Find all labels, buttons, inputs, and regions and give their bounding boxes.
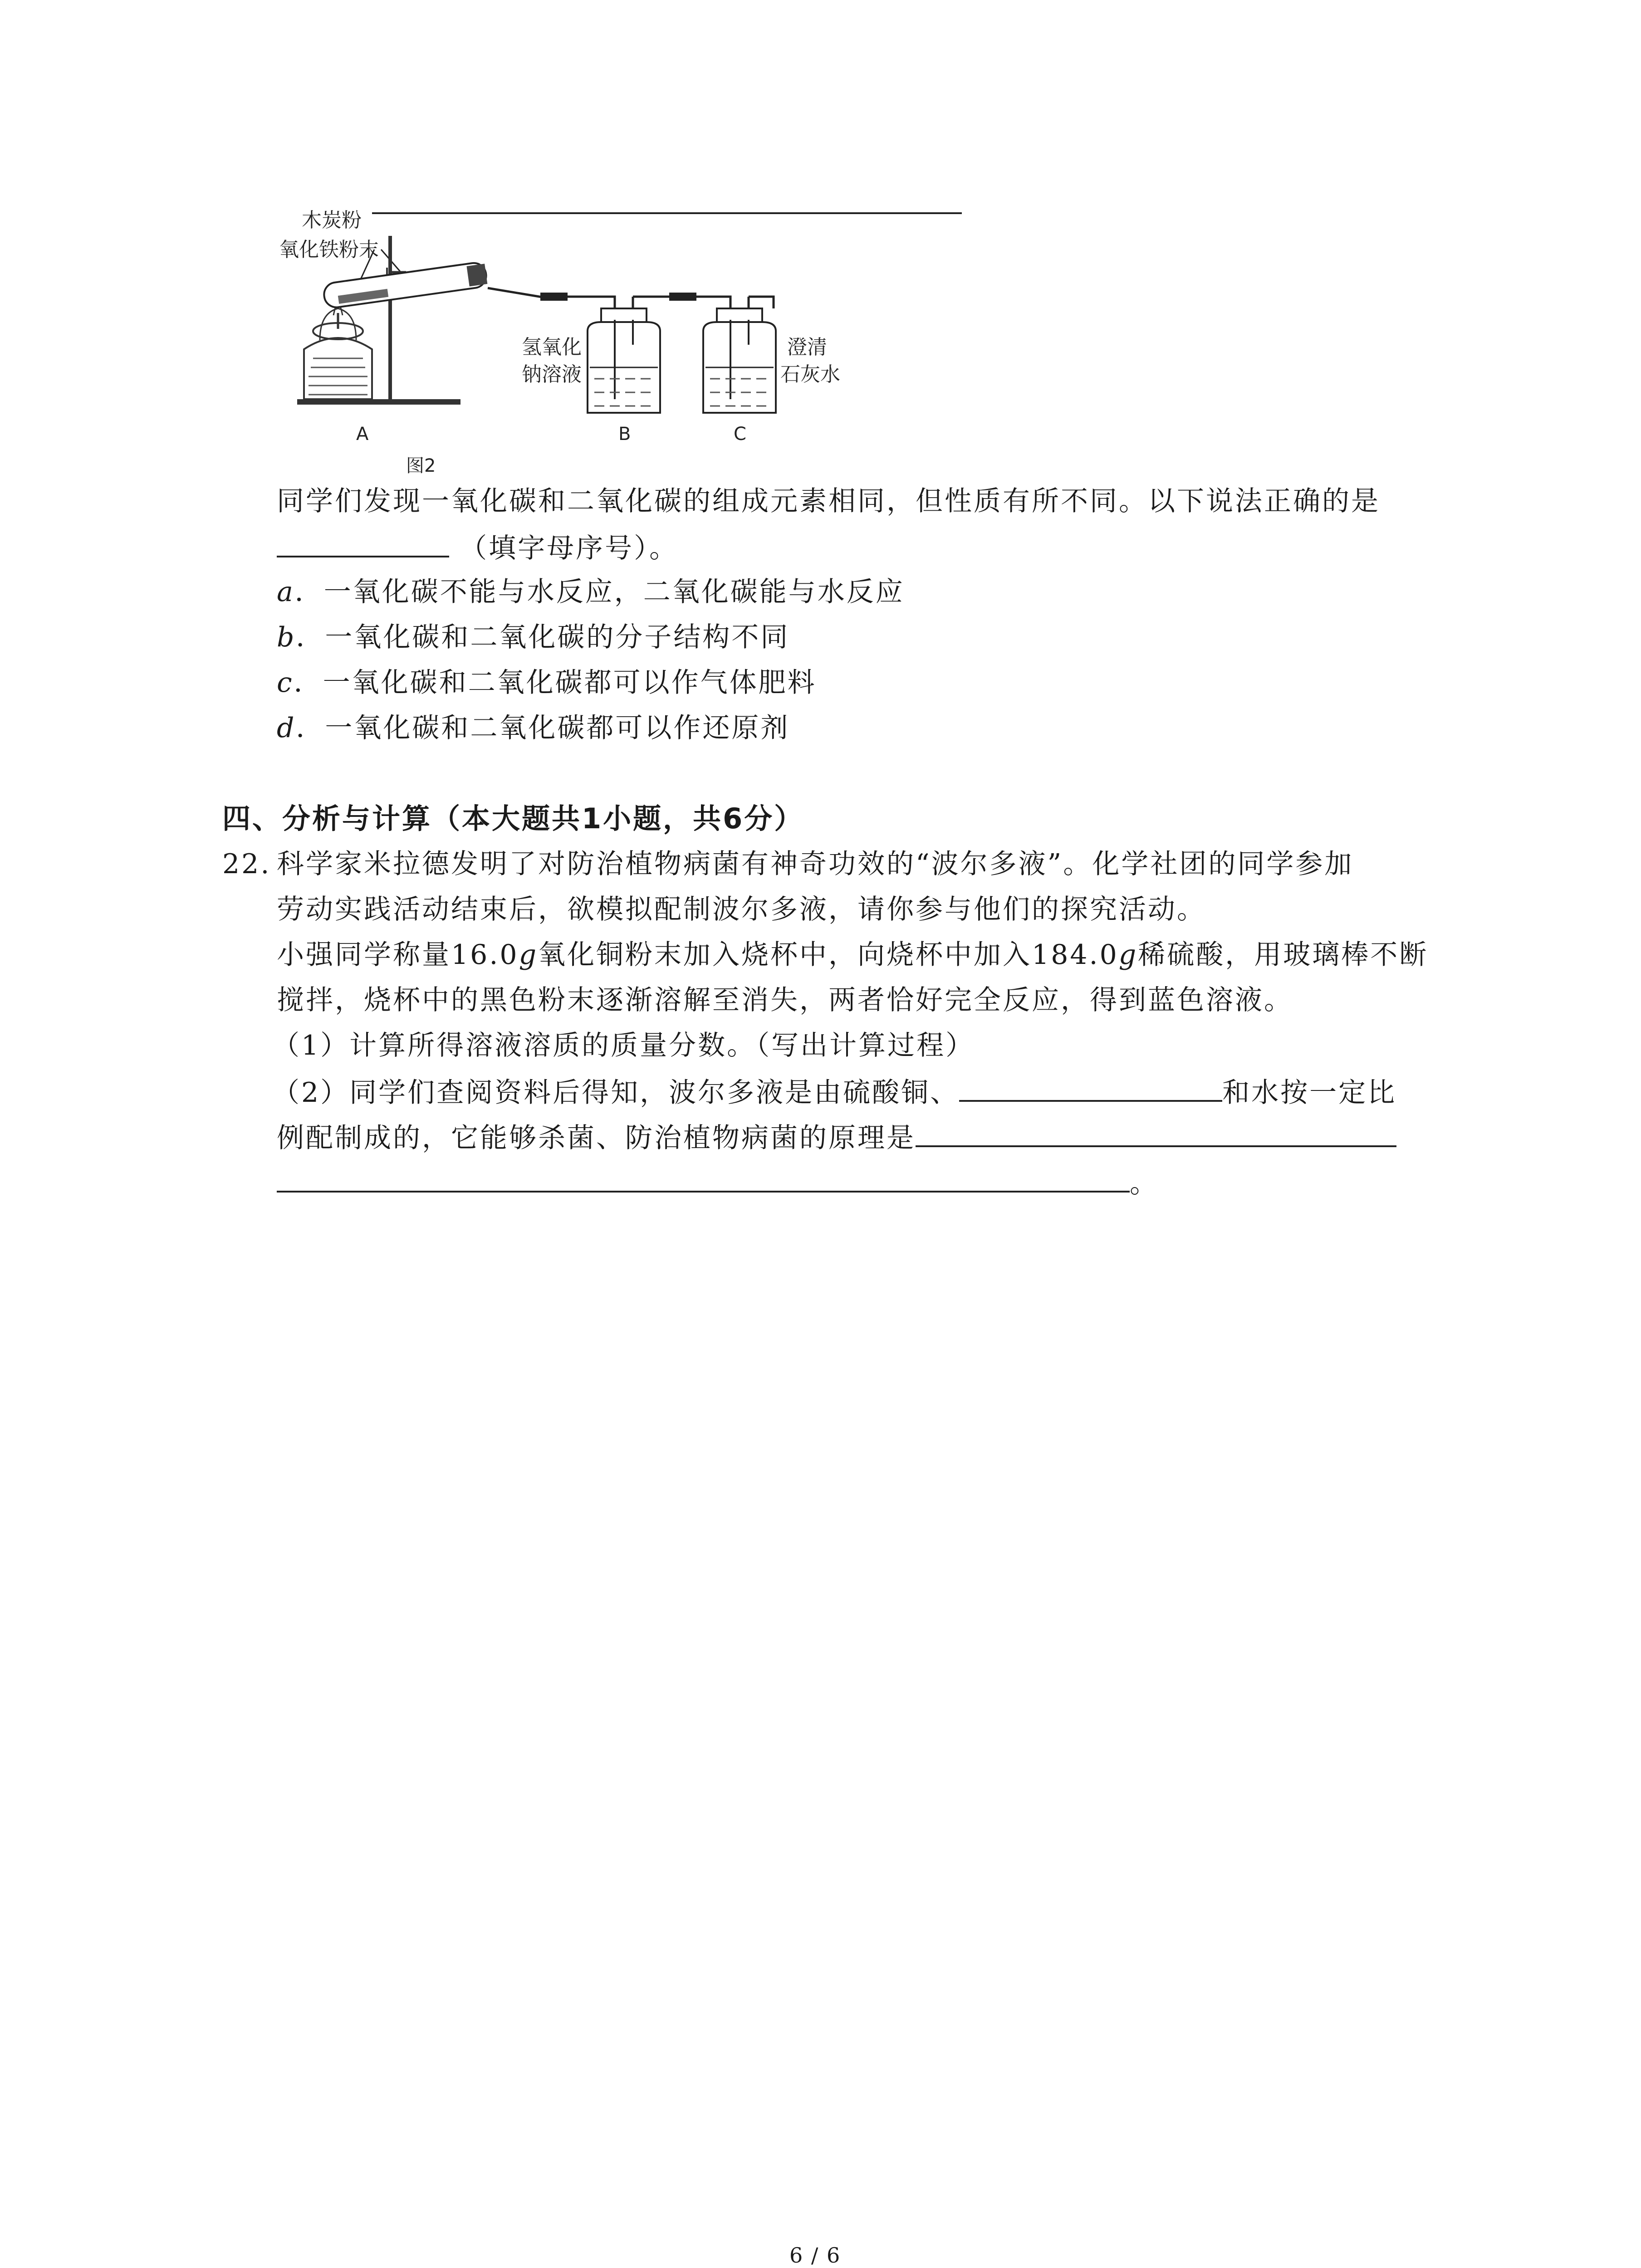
option-text: ．一氧化碳不能与水反应，二氧化碳能与水反应: [294, 576, 905, 608]
option-b: [277, 615, 789, 660]
option-a: [277, 569, 905, 615]
unit-g: g: [1118, 939, 1138, 971]
label-iron-oxide: 氧化铁粉末: [279, 238, 379, 261]
label-lime-2: 石灰水: [780, 363, 840, 386]
q22-number: 22.: [222, 848, 271, 880]
q22-line1: 科学家米拉德发明了对防治植物病菌有神奇功效的“波尔多液”。化学社团的同学参加: [277, 848, 1354, 880]
q22-blank-2[interactable]: [916, 1114, 1396, 1147]
option-text: ．一氧化碳和二氧化碳都可以作还原剂: [296, 712, 790, 744]
label-c: C: [734, 424, 746, 445]
q22-blank-1[interactable]: [959, 1068, 1222, 1102]
label-b: B: [618, 424, 631, 445]
q22-line3: [277, 932, 1428, 978]
label-lime-1: 澄清: [787, 336, 827, 359]
label-charcoal: 木炭粉: [302, 209, 362, 232]
q21-stem-line2: [277, 524, 678, 571]
q22-part2: [272, 1068, 1396, 1115]
page-number: 6 / 6: [789, 2243, 841, 2268]
option-letter: c: [277, 667, 294, 699]
q22-part2-a: （2）同学们查阅资料后得知，波尔多液是由硫酸铜、: [272, 1077, 960, 1109]
q22-part2-line2: [277, 1114, 1396, 1161]
q22-line3-a: 小强同学称量16.0: [277, 939, 519, 971]
apparatus-figure: [270, 200, 978, 481]
q22-part2-end: 。: [1130, 1168, 1159, 1199]
option-text: ．一氧化碳和二氧化碳都可以作气体肥料: [294, 667, 817, 699]
q22-line3-b: 氧化铜粉末加入烧杯中，向烧杯中加入184.0: [538, 939, 1119, 971]
q21-stem-line1: 同学们发现一氧化碳和二氧化碳的组成元素相同，但性质有所不同。以下说法正确的是: [277, 485, 1380, 517]
q21-answer-blank[interactable]: [277, 524, 449, 557]
figure-caption: 图2: [406, 455, 436, 476]
q21-stem-suffix: （填字母序号）。: [460, 533, 679, 564]
q22-line3-c: 稀硫酸，用玻璃棒不断: [1138, 939, 1429, 971]
q22-line2: 劳动实践活动结束后，欲模拟配制波尔多液，请你参与他们的探究活动。: [277, 894, 1206, 925]
q22-part2-c: 例配制成的，它能够杀菌、防治植物病菌的原理是: [277, 1122, 916, 1154]
unit-g: g: [519, 939, 539, 971]
q22-part2-b: 和水按一定比: [1222, 1077, 1397, 1109]
option-c: [277, 660, 817, 705]
q22-part1: （1）计算所得溶液溶质的质量分数。（写出计算过程）: [272, 1030, 975, 1061]
option-letter: a: [277, 576, 295, 608]
option-d: [277, 705, 789, 751]
section-heading: 四、分析与计算（本大题共1小题，共6分）: [222, 802, 804, 835]
label-naoh-1: 氢氧化: [522, 336, 582, 359]
label-a: A: [356, 424, 369, 445]
label-naoh-2: 钠溶液: [522, 363, 582, 386]
option-letter: b: [277, 621, 296, 653]
q22-part2-line3: [277, 1159, 1159, 1206]
option-text: ．一氧化碳和二氧化碳的分子结构不同: [296, 621, 790, 653]
q22-blank-3[interactable]: [277, 1159, 1130, 1193]
q22-line4: 搅拌，烧杯中的黑色粉末逐渐溶解至消失，两者恰好完全反应，得到蓝色溶液。: [277, 984, 1293, 1016]
option-letter: d: [277, 712, 296, 744]
